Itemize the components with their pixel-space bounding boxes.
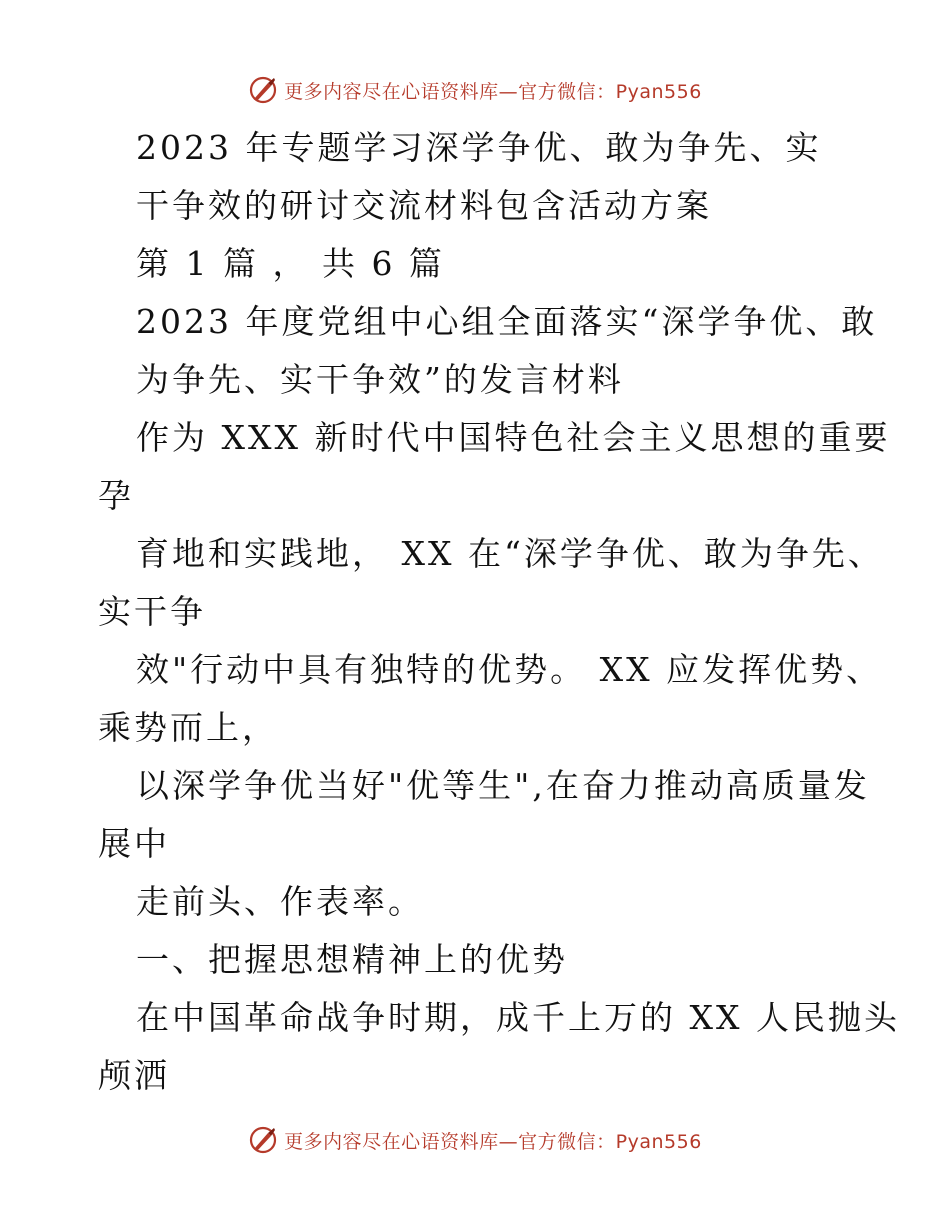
header-banner-text: 更多内容尽在心语资料库—官方微信：Pyan556 <box>284 80 702 103</box>
paragraph-line: 走前头、作表率。 <box>136 882 424 921</box>
section-heading: 一、把握思想精神上的优势 <box>136 940 568 979</box>
quill-pen-logo-icon <box>248 75 278 105</box>
title-line-2: 干争效的研讨交流材料包含活动方案 <box>136 186 712 225</box>
quill-pen-logo-icon <box>248 1125 278 1155</box>
subtitle-line-2: 为争先、实干争效”的发言材料 <box>136 360 624 399</box>
paragraph-line: 以深学争优当好"优等生",在奋力推动高质量发 <box>136 766 870 805</box>
part-indicator: 第 1 篇 ， 共 6 篇 <box>136 244 445 283</box>
paragraph-line: 展中 <box>98 824 170 863</box>
paragraph-line: 作为 XXX 新时代中国特色社会主义思想的重要 <box>136 418 891 457</box>
footer-banner <box>0 1120 950 1160</box>
header-banner <box>0 70 950 110</box>
paragraph-line: 育地和实践地， XX 在“深学争优、敢为争先、 <box>136 534 884 573</box>
paragraph-line: 实干争 <box>98 592 206 631</box>
paragraph-line: 孕 <box>98 476 134 515</box>
paragraph-line: 效"行动中具有独特的优势。 XX 应发挥优势、 <box>136 650 883 689</box>
paragraph-line: 乘势而上， <box>98 708 278 747</box>
footer-banner-text: 更多内容尽在心语资料库—官方微信：Pyan556 <box>284 1130 702 1153</box>
paragraph-line: 在中国革命战争时期，成千上万的 XX 人民抛头 <box>136 998 900 1037</box>
subtitle-line-1: 2023 年度党组中心组全面落实“深学争优、敢 <box>136 302 878 341</box>
paragraph-line: 颅洒 <box>98 1056 170 1095</box>
title-line-1: 2023 年专题学习深学争优、敢为争先、实 <box>136 128 822 167</box>
